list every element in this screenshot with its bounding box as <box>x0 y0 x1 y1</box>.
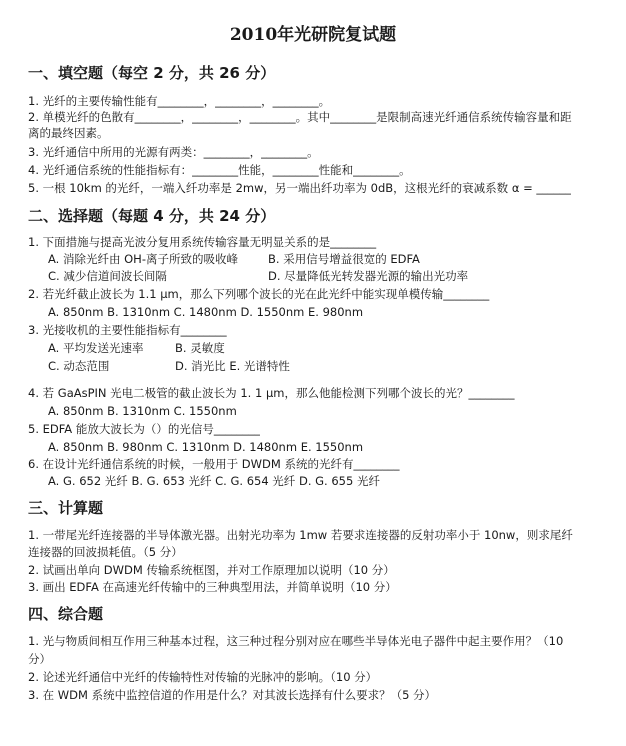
section-heading-calc: 三、计算题 <box>28 499 104 517</box>
choice-question-3: 3. 光接收机的主要性能指标有________ <box>28 323 227 337</box>
section-heading-comprehensive: 四、综合题 <box>28 605 104 623</box>
comp-question-2: 2. 论述光纤通信中光纤的传输特性对传输的光脉冲的影响。（10 分） <box>28 670 378 684</box>
choice-1-option-b: B. 采用信号增益很宽的 EDFA <box>268 252 420 266</box>
calc-question-2: 2. 试画出单向 DWDM 传输系统框图，并对工作原理加以说明（10 分） <box>28 563 395 577</box>
choice-6-options: A. G. 652 光纤 B. G. 653 光纤 C. G. 654 光纤 D. G. 655 光纤 <box>48 474 380 488</box>
comp-question-3: 3. 在 WDM 系统中监控信道的作用是什么？对其波长选择有什么要求？（5 分） <box>28 688 437 702</box>
choice-4-options: A. 850nm B. 1310nm C. 1550nm <box>48 404 237 418</box>
fill-question-1: 1. 光纤的主要传输性能有________，________，________。 <box>28 94 331 108</box>
choice-question-2: 2. 若光纤截止波长为 1.1 μm，那么下列哪个波长的光在此光纤中能实现单模传输________ <box>28 287 490 301</box>
choice-3-option-d: D. 消光比 E. 光谱特性 <box>175 359 290 373</box>
fill-question-3: 3. 光纤通信中所用的光源有两类：________，________。 <box>28 145 319 159</box>
calc-question-3: 3. 画出 EDFA 在高速光纤传输中的三种典型用法，并简单说明（10 分） <box>28 580 397 594</box>
choice-question-6: 6. 在设计光纤通信系统的时候，一般用于 DWDM 系统的光纤有________ <box>28 457 400 471</box>
fill-question-2-cont: 离的最终因素。 <box>28 126 109 140</box>
calc-question-1: 1. 一带尾光纤连接器的半导体激光器。出射光功率为 1mw 若要求连接器的反射功率小于 10nw，则求尾纤 <box>28 528 573 542</box>
choice-question-4: 4. 若 GaAsPIN 光电二极管的截止波长为 1. 1 μm，那么他能检测下列哪个波长的光？________ <box>28 386 515 400</box>
comp-question-1-cont: 分） <box>28 652 51 666</box>
choice-3-option-b: B. 灵敏度 <box>175 341 225 355</box>
page-title: 2010年光研院复试题 <box>229 25 397 45</box>
choice-question-1: 1. 下面措施与提高光波分复用系统传输容量无明显关系的是________ <box>28 235 377 249</box>
calc-question-1-cont: 连接器的回波损耗值。（5 分） <box>28 545 183 559</box>
choice-3-option-a: A. 平均发送光速率 <box>48 341 144 355</box>
section-heading-fill: 一、填空题（每空 2 分，共 26 分） <box>28 64 276 82</box>
choice-1-option-c: C. 减少信道间波长间隔 <box>48 269 167 283</box>
comp-question-1: 1. 光与物质间相互作用三种基本过程，这三种过程分别对应在哪些半导体光电子器件中起主要作用？（10 <box>28 634 564 648</box>
choice-3-option-c: C. 动态范围 <box>48 359 110 373</box>
choice-question-5: 5. EDFA 能放大波长为（）的光信号________ <box>28 422 260 436</box>
fill-question-4: 4. 光纤通信系统的性能指标有：________性能，________性能和________。 <box>28 163 411 177</box>
choice-5-options: A. 850nm B. 980nm C. 1310nm D. 1480nm E. 1550nm <box>48 440 364 454</box>
choice-1-option-a: A. 消除光纤由 OH-离子所致的吸收峰 <box>48 252 238 266</box>
section-heading-choice: 二、选择题（每题 4 分，共 24 分） <box>28 207 276 225</box>
fill-question-5: 5. 一根 10km 的光纤，一端入纤功率是 2mw，另一端出纤功率为 0dB，这根光纤的衰减系数 α = ______ <box>28 181 571 195</box>
choice-2-options: A. 850nm B. 1310nm C. 1480nm D. 1550nm E. 980nm <box>48 305 364 319</box>
fill-question-2: 2. 单模光纤的色散有________，________，________。其中________是限制高速光纤通信系统传输容量和距 <box>28 110 572 124</box>
choice-1-option-d: D. 尽量降低光转发器光源的输出光功率 <box>268 269 469 283</box>
